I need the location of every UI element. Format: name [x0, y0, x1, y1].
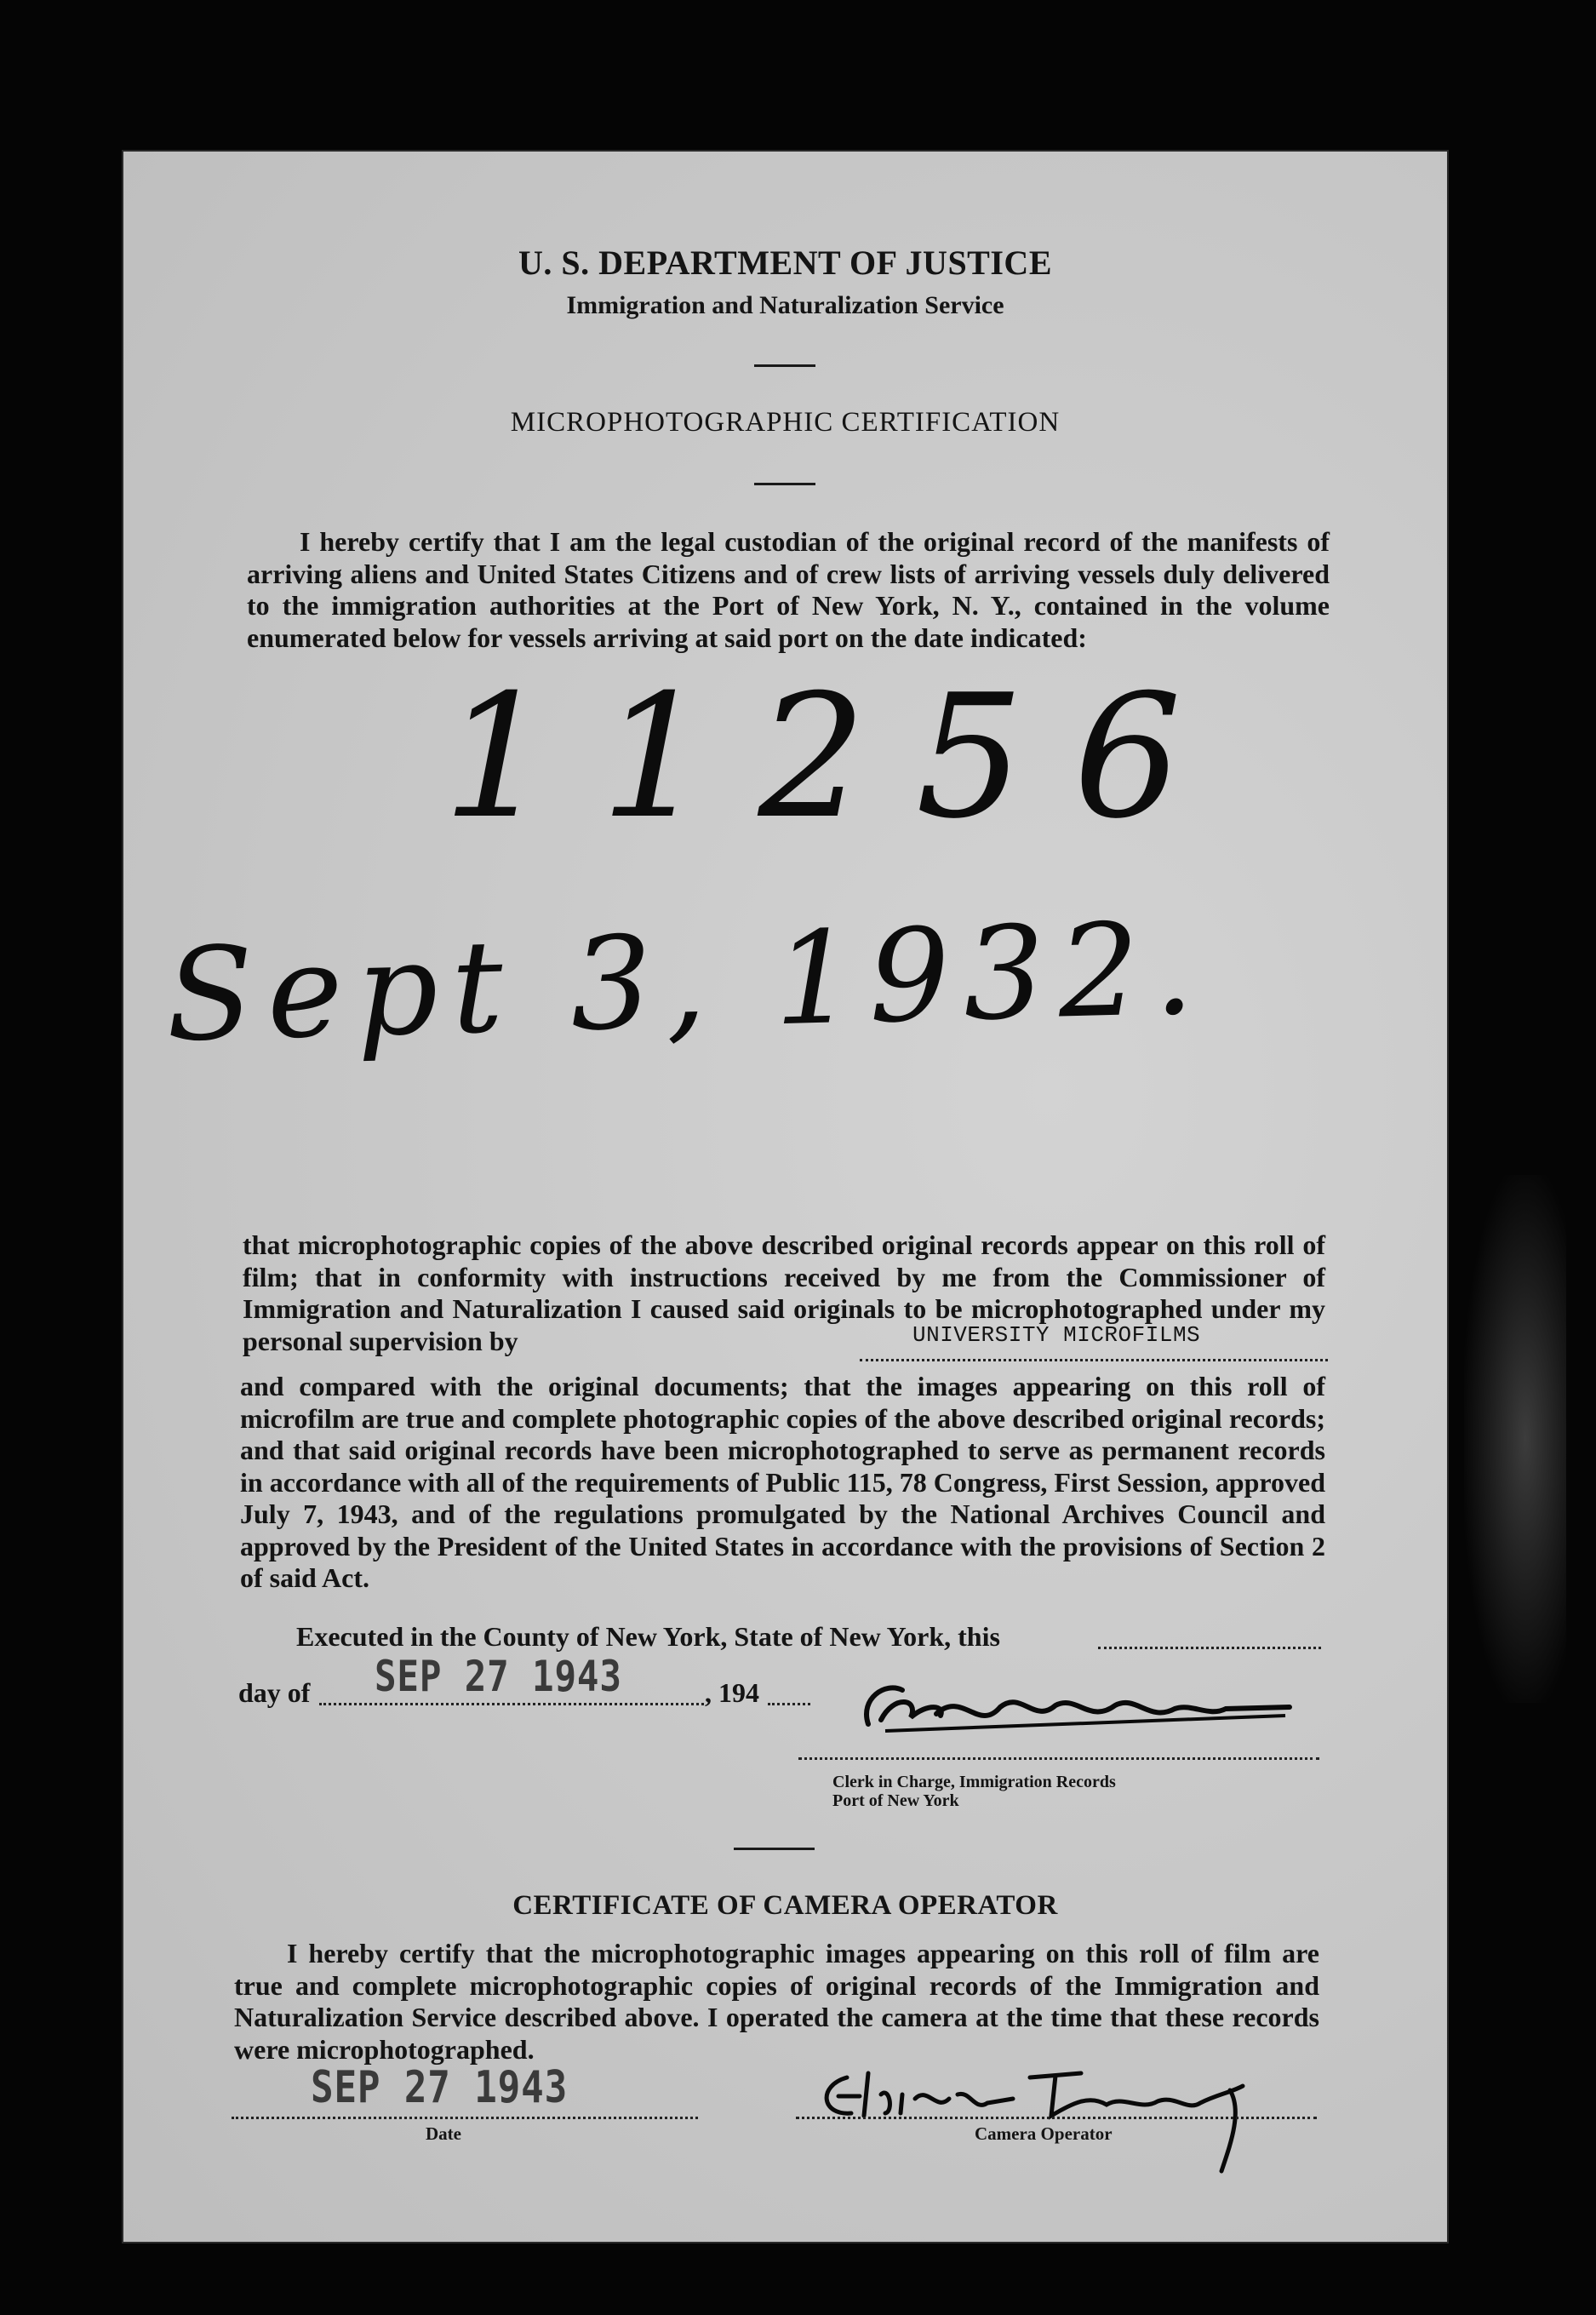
operator-date-line [232, 2106, 698, 2119]
operator-title: CERTIFICATE OF CAMERA OPERATOR [512, 1890, 1058, 1921]
clerk-title-line1: Clerk in Charge, Immigration Records [832, 1773, 1116, 1791]
service-subheading: Immigration and Naturalization Service [566, 291, 1004, 319]
clerk-signature [851, 1665, 1294, 1758]
department-heading: U. S. DEPARTMENT OF JUSTICE [518, 244, 1052, 282]
year-line [768, 1693, 810, 1705]
camera-operator-label: Camera Operator [975, 2123, 1113, 2144]
arrival-date-handwritten: Sept 3, 1932. [163, 894, 1210, 1070]
day-of-label: day of [238, 1677, 311, 1708]
certificate-sheet [123, 152, 1447, 2242]
body-paragraph-1: that microphotographic copies of the above described original records appear on this roll of film; that in conformity with instructions received by me from the Commissioner of Immigration and Naturalization I caused said originals to be microphotographed under my personal supervision by [243, 1229, 1325, 1356]
body-paragraph-2: and compared with the original documents; that the images appearing on this roll of microfilm are true and complete photographic copies of the above described original records; and that said original records have been microphotographed to serve as permanent records in accordance with all of the requirements of Public 115, 78 Congress, First Session, approved July 7, 1943, and of the regulations promulgated by the National Archives Council and approved by the President of the United States in accordance with the provisions of Section 2 of said Act. [240, 1371, 1325, 1593]
operator-signature-line [796, 2106, 1317, 2119]
date-stamp: SEP 27 1943 [375, 1652, 622, 1701]
certification-title: MICROPHOTOGRAPHIC CERTIFICATION [510, 407, 1061, 438]
section-divider [734, 1848, 815, 1850]
clerk-signature-line [798, 1747, 1319, 1760]
operator-date-stamp: SEP 27 1943 [311, 2062, 569, 2113]
header-divider [754, 364, 815, 367]
supervisor-line [860, 1347, 1328, 1361]
year-label: , 194 [705, 1677, 759, 1708]
executed-text: Executed in the County of New York, State of New York, this [296, 1621, 1000, 1652]
intro-paragraph: I hereby certify that I am the legal custodian of the original record of the manifests of arriving aliens and United States Citizens and of crew lists of arriving vessels duly delivered to the immigration authorities at the Port of New York, N. Y., contained in the volume enumerated below for vessels arriving at said port on the date indicated: [247, 526, 1330, 653]
date-label: Date [426, 2123, 461, 2144]
supervisor-typed: UNIVERSITY MICROFILMS [912, 1322, 1201, 1348]
volume-number-handwritten: 11256 [443, 658, 1232, 857]
clerk-title-line2: Port of New York [832, 1791, 959, 1810]
executed-day-line [1098, 1636, 1321, 1649]
film-edge-blot [1464, 1175, 1566, 1703]
operator-paragraph: I hereby certify that the microphotographic images appearing on this roll of film are true and complete microphotographic copies of original records of the Immigration and Naturalization Service described above. I operated the camera at the time that these records were microphotographed. [234, 1938, 1319, 2065]
title-divider [754, 483, 815, 485]
